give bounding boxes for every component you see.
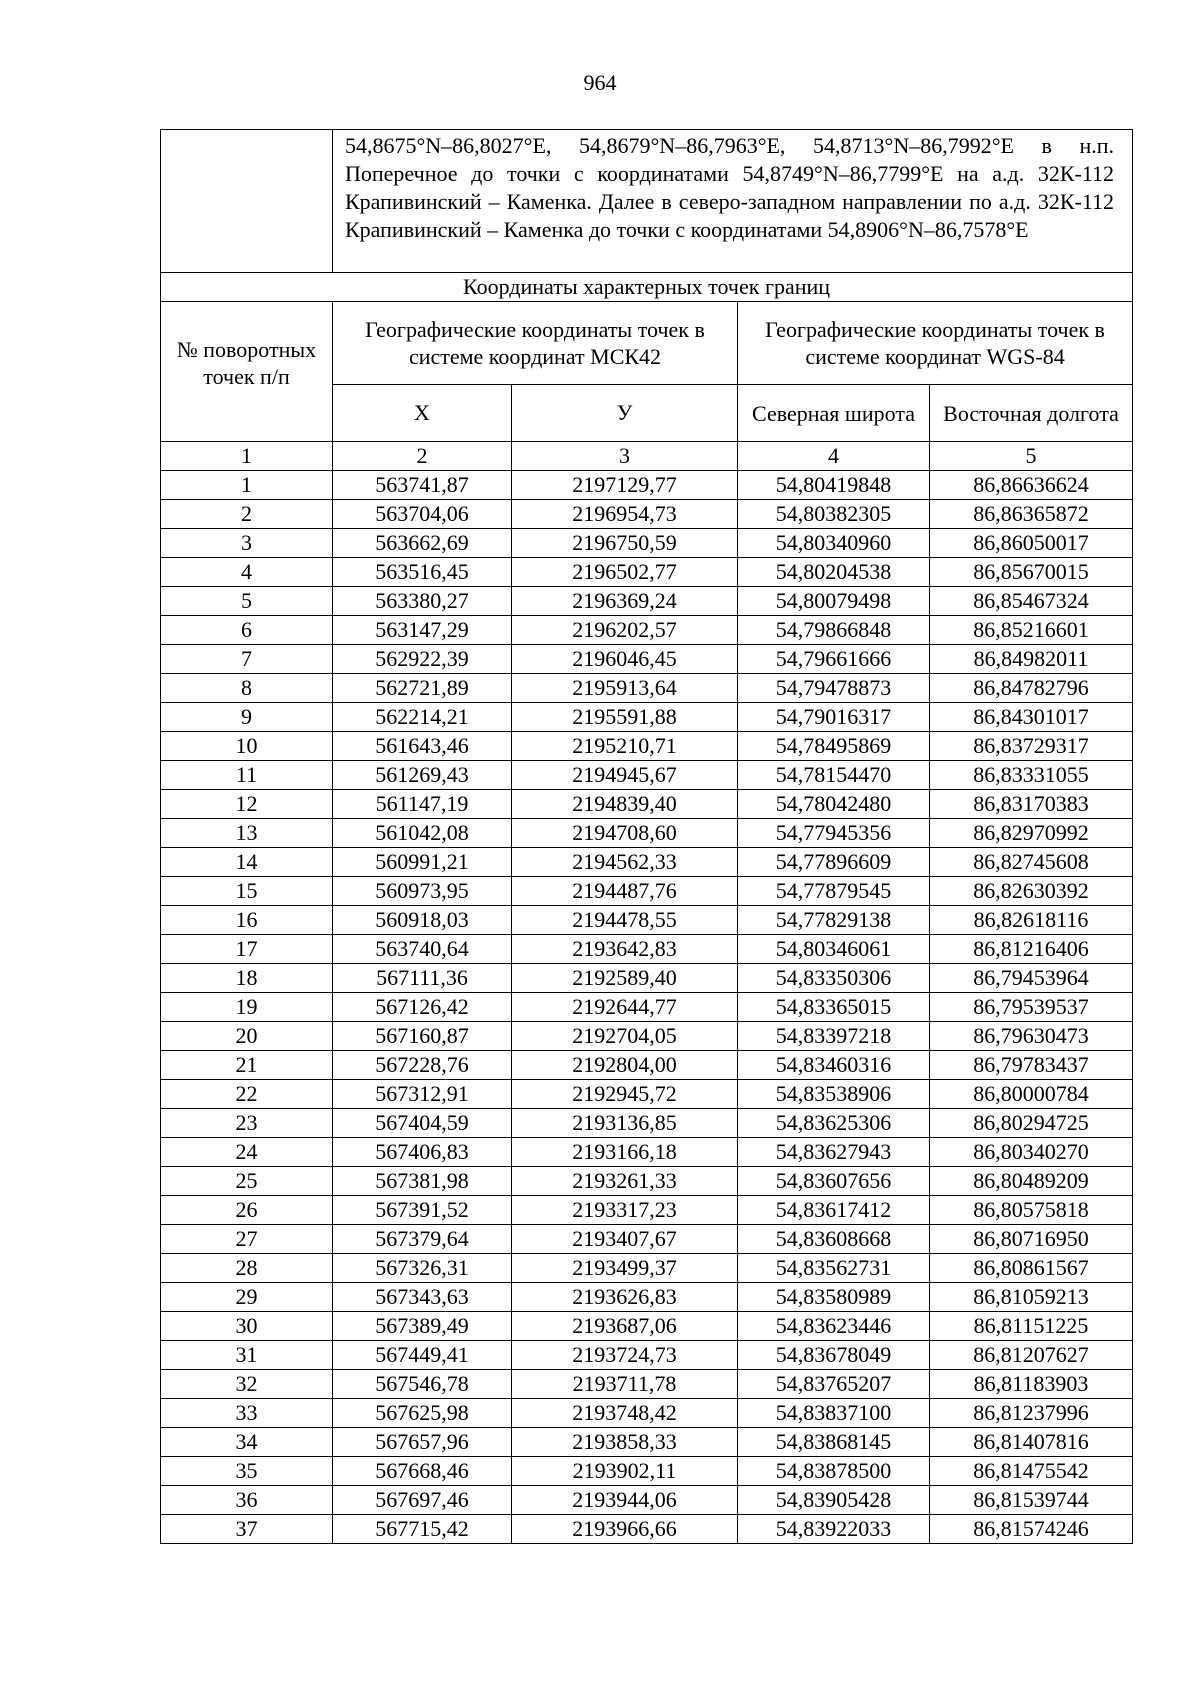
table-title: Координаты характерных точек границ (161, 273, 1133, 302)
description-text: 54,8675°N–86,8027°E, 54,8679°N–86,7963°E, 54,8713°N–86,7992°E в н.п. Поперечное до точки с координатами 54,8749°N–86,7799°E на а.д. 32К-112 Крапивинский – Каменка. Далее в северо-западном направлении по а.д. 32К-112 Крапивинский – Каменка до точки с координатами 54,8906°N–86,7578°E (345, 133, 1115, 242)
table-row (161, 1109, 1133, 1138)
header-number: № поворотных точек п/п (161, 302, 333, 442)
longitude-cell: 86,80716950 (930, 1225, 1133, 1254)
longitude-cell: 86,81183903 (930, 1370, 1133, 1399)
latitude-cell: 54,78495869 (738, 732, 930, 761)
point-number-cell: 4 (161, 558, 333, 587)
longitude-cell: 86,86365872 (930, 500, 1133, 529)
column-number: 2 (333, 442, 512, 471)
table-row (161, 1196, 1133, 1225)
y-coordinate-cell: 2196750,59 (512, 529, 738, 558)
y-coordinate-cell: 2194708,60 (512, 819, 738, 848)
latitude-cell: 54,83868145 (738, 1428, 930, 1457)
y-coordinate-cell: 2193748,42 (512, 1399, 738, 1428)
point-number-cell: 27 (161, 1225, 333, 1254)
latitude-cell: 54,77829138 (738, 906, 930, 935)
point-number-cell: 15 (161, 877, 333, 906)
y-coordinate-cell: 2196046,45 (512, 645, 738, 674)
x-coordinate-cell: 562214,21 (333, 703, 512, 732)
latitude-cell: 54,83627943 (738, 1138, 930, 1167)
point-number-cell: 31 (161, 1341, 333, 1370)
point-number-cell: 30 (161, 1312, 333, 1341)
y-coordinate-cell: 2193166,18 (512, 1138, 738, 1167)
x-coordinate-cell: 567228,76 (333, 1051, 512, 1080)
x-coordinate-cell: 567379,64 (333, 1225, 512, 1254)
x-coordinate-cell: 562922,39 (333, 645, 512, 674)
longitude-cell: 86,80294725 (930, 1109, 1133, 1138)
y-coordinate-cell: 2193642,83 (512, 935, 738, 964)
x-coordinate-cell: 567389,49 (333, 1312, 512, 1341)
longitude-cell: 86,80489209 (930, 1167, 1133, 1196)
table-row (161, 1515, 1133, 1544)
point-number-cell: 28 (161, 1254, 333, 1283)
longitude-cell: 86,84782796 (930, 674, 1133, 703)
point-number-cell: 26 (161, 1196, 333, 1225)
x-coordinate-cell: 567312,91 (333, 1080, 512, 1109)
latitude-cell: 54,83623446 (738, 1312, 930, 1341)
y-coordinate-cell: 2193858,33 (512, 1428, 738, 1457)
longitude-cell: 86,82618116 (930, 906, 1133, 935)
y-coordinate-cell: 2193966,66 (512, 1515, 738, 1544)
latitude-cell: 54,83625306 (738, 1109, 930, 1138)
x-coordinate-cell: 567715,42 (333, 1515, 512, 1544)
point-number-cell: 3 (161, 529, 333, 558)
y-coordinate-cell: 2194839,40 (512, 790, 738, 819)
x-coordinate-cell: 563741,87 (333, 471, 512, 500)
table-row (161, 674, 1133, 703)
point-number-cell: 34 (161, 1428, 333, 1457)
x-coordinate-cell: 567111,36 (333, 964, 512, 993)
y-coordinate-cell: 2192589,40 (512, 964, 738, 993)
point-number-cell: 13 (161, 819, 333, 848)
y-coordinate-cell: 2193317,23 (512, 1196, 738, 1225)
header-latitude: Северная широта (738, 385, 930, 442)
y-coordinate-cell: 2196202,57 (512, 616, 738, 645)
y-coordinate-cell: 2193711,78 (512, 1370, 738, 1399)
longitude-cell: 86,82630392 (930, 877, 1133, 906)
x-coordinate-cell: 563516,45 (333, 558, 512, 587)
description-empty-cell (161, 130, 333, 273)
x-coordinate-cell: 567160,87 (333, 1022, 512, 1051)
y-coordinate-cell: 2192704,05 (512, 1022, 738, 1051)
longitude-cell: 86,80000784 (930, 1080, 1133, 1109)
description-row (161, 130, 1133, 273)
latitude-cell: 54,83365015 (738, 993, 930, 1022)
table-row (161, 645, 1133, 674)
table-row (161, 1283, 1133, 1312)
longitude-cell: 86,81407816 (930, 1428, 1133, 1457)
point-number-cell: 7 (161, 645, 333, 674)
point-number-cell: 11 (161, 761, 333, 790)
table-row (161, 1080, 1133, 1109)
x-coordinate-cell: 567126,42 (333, 993, 512, 1022)
x-coordinate-cell: 567381,98 (333, 1167, 512, 1196)
longitude-cell: 86,85670015 (930, 558, 1133, 587)
x-coordinate-cell: 567326,31 (333, 1254, 512, 1283)
y-coordinate-cell: 2192644,77 (512, 993, 738, 1022)
latitude-cell: 54,79866848 (738, 616, 930, 645)
table-row (161, 906, 1133, 935)
table-row (161, 819, 1133, 848)
longitude-cell: 86,80575818 (930, 1196, 1133, 1225)
table-row (161, 1486, 1133, 1515)
x-coordinate-cell: 561643,46 (333, 732, 512, 761)
latitude-cell: 54,83837100 (738, 1399, 930, 1428)
longitude-cell: 86,79783437 (930, 1051, 1133, 1080)
latitude-cell: 54,83538906 (738, 1080, 930, 1109)
longitude-cell: 86,86050017 (930, 529, 1133, 558)
table-row (161, 1254, 1133, 1283)
latitude-cell: 54,83922033 (738, 1515, 930, 1544)
description-cell (333, 130, 1133, 273)
table-row (161, 732, 1133, 761)
header-msk42: Географические координаты точек в системе координат МСК42 (333, 302, 738, 385)
x-coordinate-cell: 567546,78 (333, 1370, 512, 1399)
latitude-cell: 54,80079498 (738, 587, 930, 616)
longitude-cell: 86,85216601 (930, 616, 1133, 645)
table-row (161, 1312, 1133, 1341)
latitude-cell: 54,83350306 (738, 964, 930, 993)
column-number: 4 (738, 442, 930, 471)
y-coordinate-cell: 2193499,37 (512, 1254, 738, 1283)
point-number-cell: 36 (161, 1486, 333, 1515)
table-row (161, 1341, 1133, 1370)
table-row (161, 1457, 1133, 1486)
table-row (161, 1225, 1133, 1254)
table-row (161, 1138, 1133, 1167)
table-row (161, 964, 1133, 993)
y-coordinate-cell: 2193687,06 (512, 1312, 738, 1341)
x-coordinate-cell: 567657,96 (333, 1428, 512, 1457)
x-coordinate-cell: 563740,64 (333, 935, 512, 964)
y-coordinate-cell: 2192804,00 (512, 1051, 738, 1080)
point-number-cell: 12 (161, 790, 333, 819)
x-coordinate-cell: 560991,21 (333, 848, 512, 877)
longitude-cell: 86,81151225 (930, 1312, 1133, 1341)
y-coordinate-cell: 2195591,88 (512, 703, 738, 732)
latitude-cell: 54,83580989 (738, 1283, 930, 1312)
longitude-cell: 86,83331055 (930, 761, 1133, 790)
latitude-cell: 54,83678049 (738, 1341, 930, 1370)
point-number-cell: 10 (161, 732, 333, 761)
y-coordinate-cell: 2193902,11 (512, 1457, 738, 1486)
point-number-cell: 37 (161, 1515, 333, 1544)
longitude-cell: 86,79630473 (930, 1022, 1133, 1051)
y-coordinate-cell: 2196954,73 (512, 500, 738, 529)
latitude-cell: 54,83460316 (738, 1051, 930, 1080)
x-coordinate-cell: 567697,46 (333, 1486, 512, 1515)
table-row (161, 1022, 1133, 1051)
longitude-cell: 86,79539537 (930, 993, 1133, 1022)
x-coordinate-cell: 560973,95 (333, 877, 512, 906)
y-coordinate-cell: 2196502,77 (512, 558, 738, 587)
table-row (161, 993, 1133, 1022)
table-row (161, 761, 1133, 790)
point-number-cell: 6 (161, 616, 333, 645)
longitude-cell: 86,83729317 (930, 732, 1133, 761)
y-coordinate-cell: 2193626,83 (512, 1283, 738, 1312)
point-number-cell: 22 (161, 1080, 333, 1109)
point-number-cell: 18 (161, 964, 333, 993)
page-number: 964 (583, 70, 617, 95)
latitude-cell: 54,78154470 (738, 761, 930, 790)
y-coordinate-cell: 2197129,77 (512, 471, 738, 500)
table-row (161, 935, 1133, 964)
longitude-cell: 86,84982011 (930, 645, 1133, 674)
point-number-cell: 1 (161, 471, 333, 500)
latitude-cell: 54,79661666 (738, 645, 930, 674)
y-coordinate-cell: 2193407,67 (512, 1225, 738, 1254)
header-wgs84: Географические координаты точек в системе координат WGS-84 (738, 302, 1133, 385)
table-row (161, 1370, 1133, 1399)
x-coordinate-cell: 567625,98 (333, 1399, 512, 1428)
latitude-cell: 54,83608668 (738, 1225, 930, 1254)
table-row (161, 529, 1133, 558)
point-number-cell: 16 (161, 906, 333, 935)
table-row (161, 471, 1133, 500)
latitude-cell: 54,83905428 (738, 1486, 930, 1515)
longitude-cell: 86,80340270 (930, 1138, 1133, 1167)
column-number: 5 (930, 442, 1133, 471)
latitude-cell: 54,79478873 (738, 674, 930, 703)
header-x: X (333, 385, 512, 442)
x-coordinate-cell: 560918,03 (333, 906, 512, 935)
latitude-cell: 54,83617412 (738, 1196, 930, 1225)
table-row (161, 1051, 1133, 1080)
longitude-cell: 86,81539744 (930, 1486, 1133, 1515)
longitude-cell: 86,81059213 (930, 1283, 1133, 1312)
y-coordinate-cell: 2193261,33 (512, 1167, 738, 1196)
y-coordinate-cell: 2195210,71 (512, 732, 738, 761)
latitude-cell: 54,77896609 (738, 848, 930, 877)
column-number: 3 (512, 442, 738, 471)
point-number-cell: 8 (161, 674, 333, 703)
latitude-cell: 54,78042480 (738, 790, 930, 819)
latitude-cell: 54,83765207 (738, 1370, 930, 1399)
x-coordinate-cell: 567343,63 (333, 1283, 512, 1312)
longitude-cell: 86,81574246 (930, 1515, 1133, 1544)
y-coordinate-cell: 2192945,72 (512, 1080, 738, 1109)
longitude-cell: 86,84301017 (930, 703, 1133, 732)
point-number-cell: 35 (161, 1457, 333, 1486)
x-coordinate-cell: 567449,41 (333, 1341, 512, 1370)
x-coordinate-cell: 563662,69 (333, 529, 512, 558)
point-number-cell: 20 (161, 1022, 333, 1051)
y-coordinate-cell: 2195913,64 (512, 674, 738, 703)
y-coordinate-cell: 2193136,85 (512, 1109, 738, 1138)
x-coordinate-cell: 567406,83 (333, 1138, 512, 1167)
y-coordinate-cell: 2194945,67 (512, 761, 738, 790)
latitude-cell: 54,83562731 (738, 1254, 930, 1283)
table-row (161, 703, 1133, 732)
longitude-cell: 86,81216406 (930, 935, 1133, 964)
longitude-cell: 86,82745608 (930, 848, 1133, 877)
latitude-cell: 54,77945356 (738, 819, 930, 848)
table-row (161, 790, 1133, 819)
longitude-cell: 86,85467324 (930, 587, 1133, 616)
latitude-cell: 54,80340960 (738, 529, 930, 558)
y-coordinate-cell: 2193724,73 (512, 1341, 738, 1370)
latitude-cell: 54,83397218 (738, 1022, 930, 1051)
latitude-cell: 54,80204538 (738, 558, 930, 587)
table-title-row (161, 273, 1133, 302)
latitude-cell: 54,77879545 (738, 877, 930, 906)
column-numbers-row (161, 442, 1133, 471)
x-coordinate-cell: 563704,06 (333, 500, 512, 529)
y-coordinate-cell: 2194478,55 (512, 906, 738, 935)
table-row (161, 1399, 1133, 1428)
longitude-cell: 86,86636624 (930, 471, 1133, 500)
longitude-cell: 86,81237996 (930, 1399, 1133, 1428)
latitude-cell: 54,80346061 (738, 935, 930, 964)
point-number-cell: 33 (161, 1399, 333, 1428)
longitude-cell: 86,81207627 (930, 1341, 1133, 1370)
point-number-cell: 19 (161, 993, 333, 1022)
latitude-cell: 54,79016317 (738, 703, 930, 732)
point-number-cell: 32 (161, 1370, 333, 1399)
point-number-cell: 24 (161, 1138, 333, 1167)
y-coordinate-cell: 2194487,76 (512, 877, 738, 906)
x-coordinate-cell: 561042,08 (333, 819, 512, 848)
x-coordinate-cell: 567404,59 (333, 1109, 512, 1138)
point-number-cell: 23 (161, 1109, 333, 1138)
x-coordinate-cell: 561269,43 (333, 761, 512, 790)
x-coordinate-cell: 563380,27 (333, 587, 512, 616)
header-longitude: Восточная долгота (930, 385, 1133, 442)
point-number-cell: 17 (161, 935, 333, 964)
header-y: У (512, 385, 738, 442)
x-coordinate-cell: 563147,29 (333, 616, 512, 645)
table-row (161, 558, 1133, 587)
x-coordinate-cell: 567668,46 (333, 1457, 512, 1486)
longitude-cell: 86,83170383 (930, 790, 1133, 819)
column-number: 1 (161, 442, 333, 471)
point-number-cell: 21 (161, 1051, 333, 1080)
table-row (161, 500, 1133, 529)
table-row (161, 616, 1133, 645)
point-number-cell: 9 (161, 703, 333, 732)
header-row-1 (161, 302, 1133, 385)
x-coordinate-cell: 562721,89 (333, 674, 512, 703)
table-row (161, 877, 1133, 906)
latitude-cell: 54,83878500 (738, 1457, 930, 1486)
table-row (161, 848, 1133, 877)
longitude-cell: 86,80861567 (930, 1254, 1133, 1283)
point-number-cell: 25 (161, 1167, 333, 1196)
y-coordinate-cell: 2194562,33 (512, 848, 738, 877)
table-row (161, 1167, 1133, 1196)
table-row (161, 587, 1133, 616)
latitude-cell: 54,80419848 (738, 471, 930, 500)
table-row (161, 1428, 1133, 1457)
latitude-cell: 54,80382305 (738, 500, 930, 529)
longitude-cell: 86,82970992 (930, 819, 1133, 848)
longitude-cell: 86,81475542 (930, 1457, 1133, 1486)
coordinates-table (160, 129, 1133, 1544)
x-coordinate-cell: 561147,19 (333, 790, 512, 819)
point-number-cell: 29 (161, 1283, 333, 1312)
y-coordinate-cell: 2193944,06 (512, 1486, 738, 1515)
point-number-cell: 14 (161, 848, 333, 877)
point-number-cell: 2 (161, 500, 333, 529)
point-number-cell: 5 (161, 587, 333, 616)
longitude-cell: 86,79453964 (930, 964, 1133, 993)
latitude-cell: 54,83607656 (738, 1167, 930, 1196)
y-coordinate-cell: 2196369,24 (512, 587, 738, 616)
x-coordinate-cell: 567391,52 (333, 1196, 512, 1225)
